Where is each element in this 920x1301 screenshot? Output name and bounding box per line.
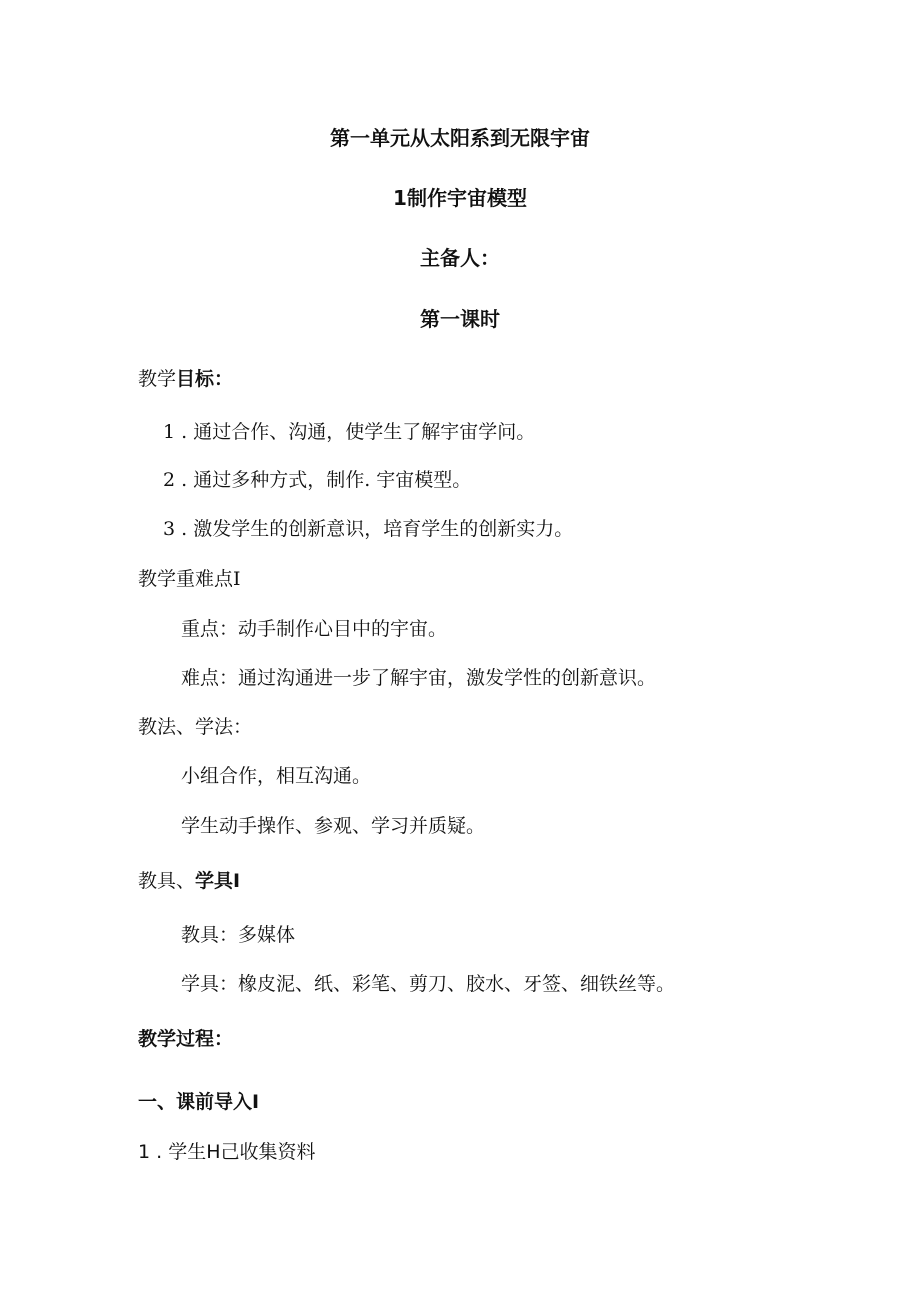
- process-step-1: 1 . 学生H己收集资料: [138, 1141, 316, 1163]
- preparer-label: 主备人：: [420, 246, 500, 270]
- objective-item-3: 3 . 激发学生的创新意识，培育学生的创新实力。: [163, 518, 574, 540]
- student-tools: 学具：橡皮泥、纸、彩笔、剪刀、胶水、牙签、细铁丝等。: [181, 973, 676, 995]
- method-item-2: 学生动手操作、参观、学习并质疑。: [181, 815, 486, 837]
- method-item-1: 小组合作，相互沟通。: [181, 765, 372, 787]
- focus-point: 重点：动手制作心目中的宇宙。: [181, 618, 448, 640]
- tools-heading-prefix: 教具、: [138, 870, 196, 892]
- difficulty-point: 难点：通过沟通进一步了解宇宙，激发学性的创新意识。: [181, 667, 657, 689]
- section-heading-intro: 一、课前导入I: [138, 1091, 260, 1113]
- objectives-heading: [138, 370, 233, 389]
- objectives-heading-prefix: 教学: [138, 368, 177, 390]
- key-points-heading: 教学重难点I: [138, 568, 241, 590]
- objective-item-2: 2 . 通过多种方式，制作. 宇宙模型。: [163, 469, 472, 491]
- tools-heading: [138, 872, 240, 891]
- lesson-title: 1制作宇宙模型: [393, 186, 527, 210]
- objectives-heading-suffix: 目标：: [176, 368, 234, 390]
- period-label: 第一课时: [420, 307, 500, 331]
- methods-heading: 教法、学法：: [138, 716, 253, 738]
- objective-item-1: 1 . 通过合作、沟通，使学生了解宇宙学问。: [163, 421, 536, 443]
- teacher-tools: 教具：多媒体: [181, 924, 296, 946]
- process-heading: 教学过程：: [138, 1028, 234, 1050]
- unit-title: 第一单元从太阳系到无限宇宙: [330, 126, 590, 150]
- tools-heading-suffix: 学具I: [195, 870, 241, 892]
